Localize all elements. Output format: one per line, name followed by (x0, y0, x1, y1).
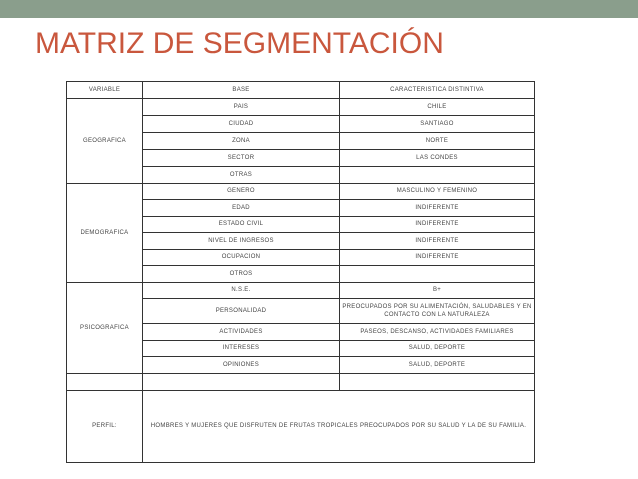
base-cell: ZONA (143, 133, 340, 150)
base-cell: N.S.E. (143, 282, 340, 299)
empty-cell (67, 373, 143, 390)
value-cell: SALUD, DEPORTE (340, 357, 535, 374)
value-cell: LAS CONDES (340, 150, 535, 167)
value-cell: MASCULINO Y FEMENINO (340, 183, 535, 200)
variable-demografica: DEMOGRAFICA (67, 183, 143, 282)
header-row (67, 82, 535, 99)
value-cell: B+ (340, 282, 535, 299)
value-cell: INDIFERENTE (340, 216, 535, 233)
variable-psicografica: PSICOGRAFICA (67, 282, 143, 373)
top-accent-bar (0, 0, 638, 18)
empty-cell (340, 373, 535, 390)
value-cell: INDIFERENTE (340, 200, 535, 217)
base-cell: OCUPACION (143, 249, 340, 266)
value-cell: CHILE (340, 99, 535, 116)
value-cell (340, 266, 535, 283)
value-cell: PREOCUPADOS POR SU ALIMENTACIÓN, SALUDABLES Y EN CONTACTO CON LA NATURALEZA (340, 299, 535, 324)
value-cell: INDIFERENTE (340, 233, 535, 250)
value-cell: NORTE (340, 133, 535, 150)
empty-cell (143, 373, 340, 390)
header-base: BASE (143, 82, 340, 99)
base-cell: NIVEL DE INGRESOS (143, 233, 340, 250)
value-cell (340, 167, 535, 184)
value-cell: SANTIAGO (340, 116, 535, 133)
segmentation-matrix (66, 81, 535, 463)
table-row (67, 183, 535, 200)
table-row (67, 282, 535, 299)
table-row (67, 99, 535, 116)
variable-geografica: GEOGRAFICA (67, 99, 143, 184)
base-cell: ACTIVIDADES (143, 324, 340, 341)
perfil-row (67, 390, 535, 462)
base-cell: PAIS (143, 99, 340, 116)
base-cell: SECTOR (143, 150, 340, 167)
perfil-label: PERFIL: (67, 390, 143, 462)
perfil-text: HOMBRES Y MUJERES QUE DISFRUTEN DE FRUTAS TROPICALES PREOCUPADOS POR SU SALUD Y LA DE SU FAMILIA. (143, 390, 535, 462)
base-cell: EDAD (143, 200, 340, 217)
base-cell: PERSONALIDAD (143, 299, 340, 324)
base-cell: CIUDAD (143, 116, 340, 133)
value-cell: PASEOS, DESCANSO, ACTIVIDADES FAMILIARES (340, 324, 535, 341)
base-cell: GENERO (143, 183, 340, 200)
base-cell: OPINIONES (143, 357, 340, 374)
base-cell: OTROS (143, 266, 340, 283)
header-variable: VARIABLE (67, 82, 143, 99)
header-characteristic: CARACTERISTICA DISTINTIVA (340, 82, 535, 99)
empty-row (67, 373, 535, 390)
value-cell: SALUD, DEPORTE (340, 340, 535, 357)
base-cell: OTRAS (143, 167, 340, 184)
base-cell: ESTADO CIVIL (143, 216, 340, 233)
value-cell: INDIFERENTE (340, 249, 535, 266)
base-cell: INTERESES (143, 340, 340, 357)
slide-title: MATRIZ DE SEGMENTACIÓN (35, 27, 444, 60)
